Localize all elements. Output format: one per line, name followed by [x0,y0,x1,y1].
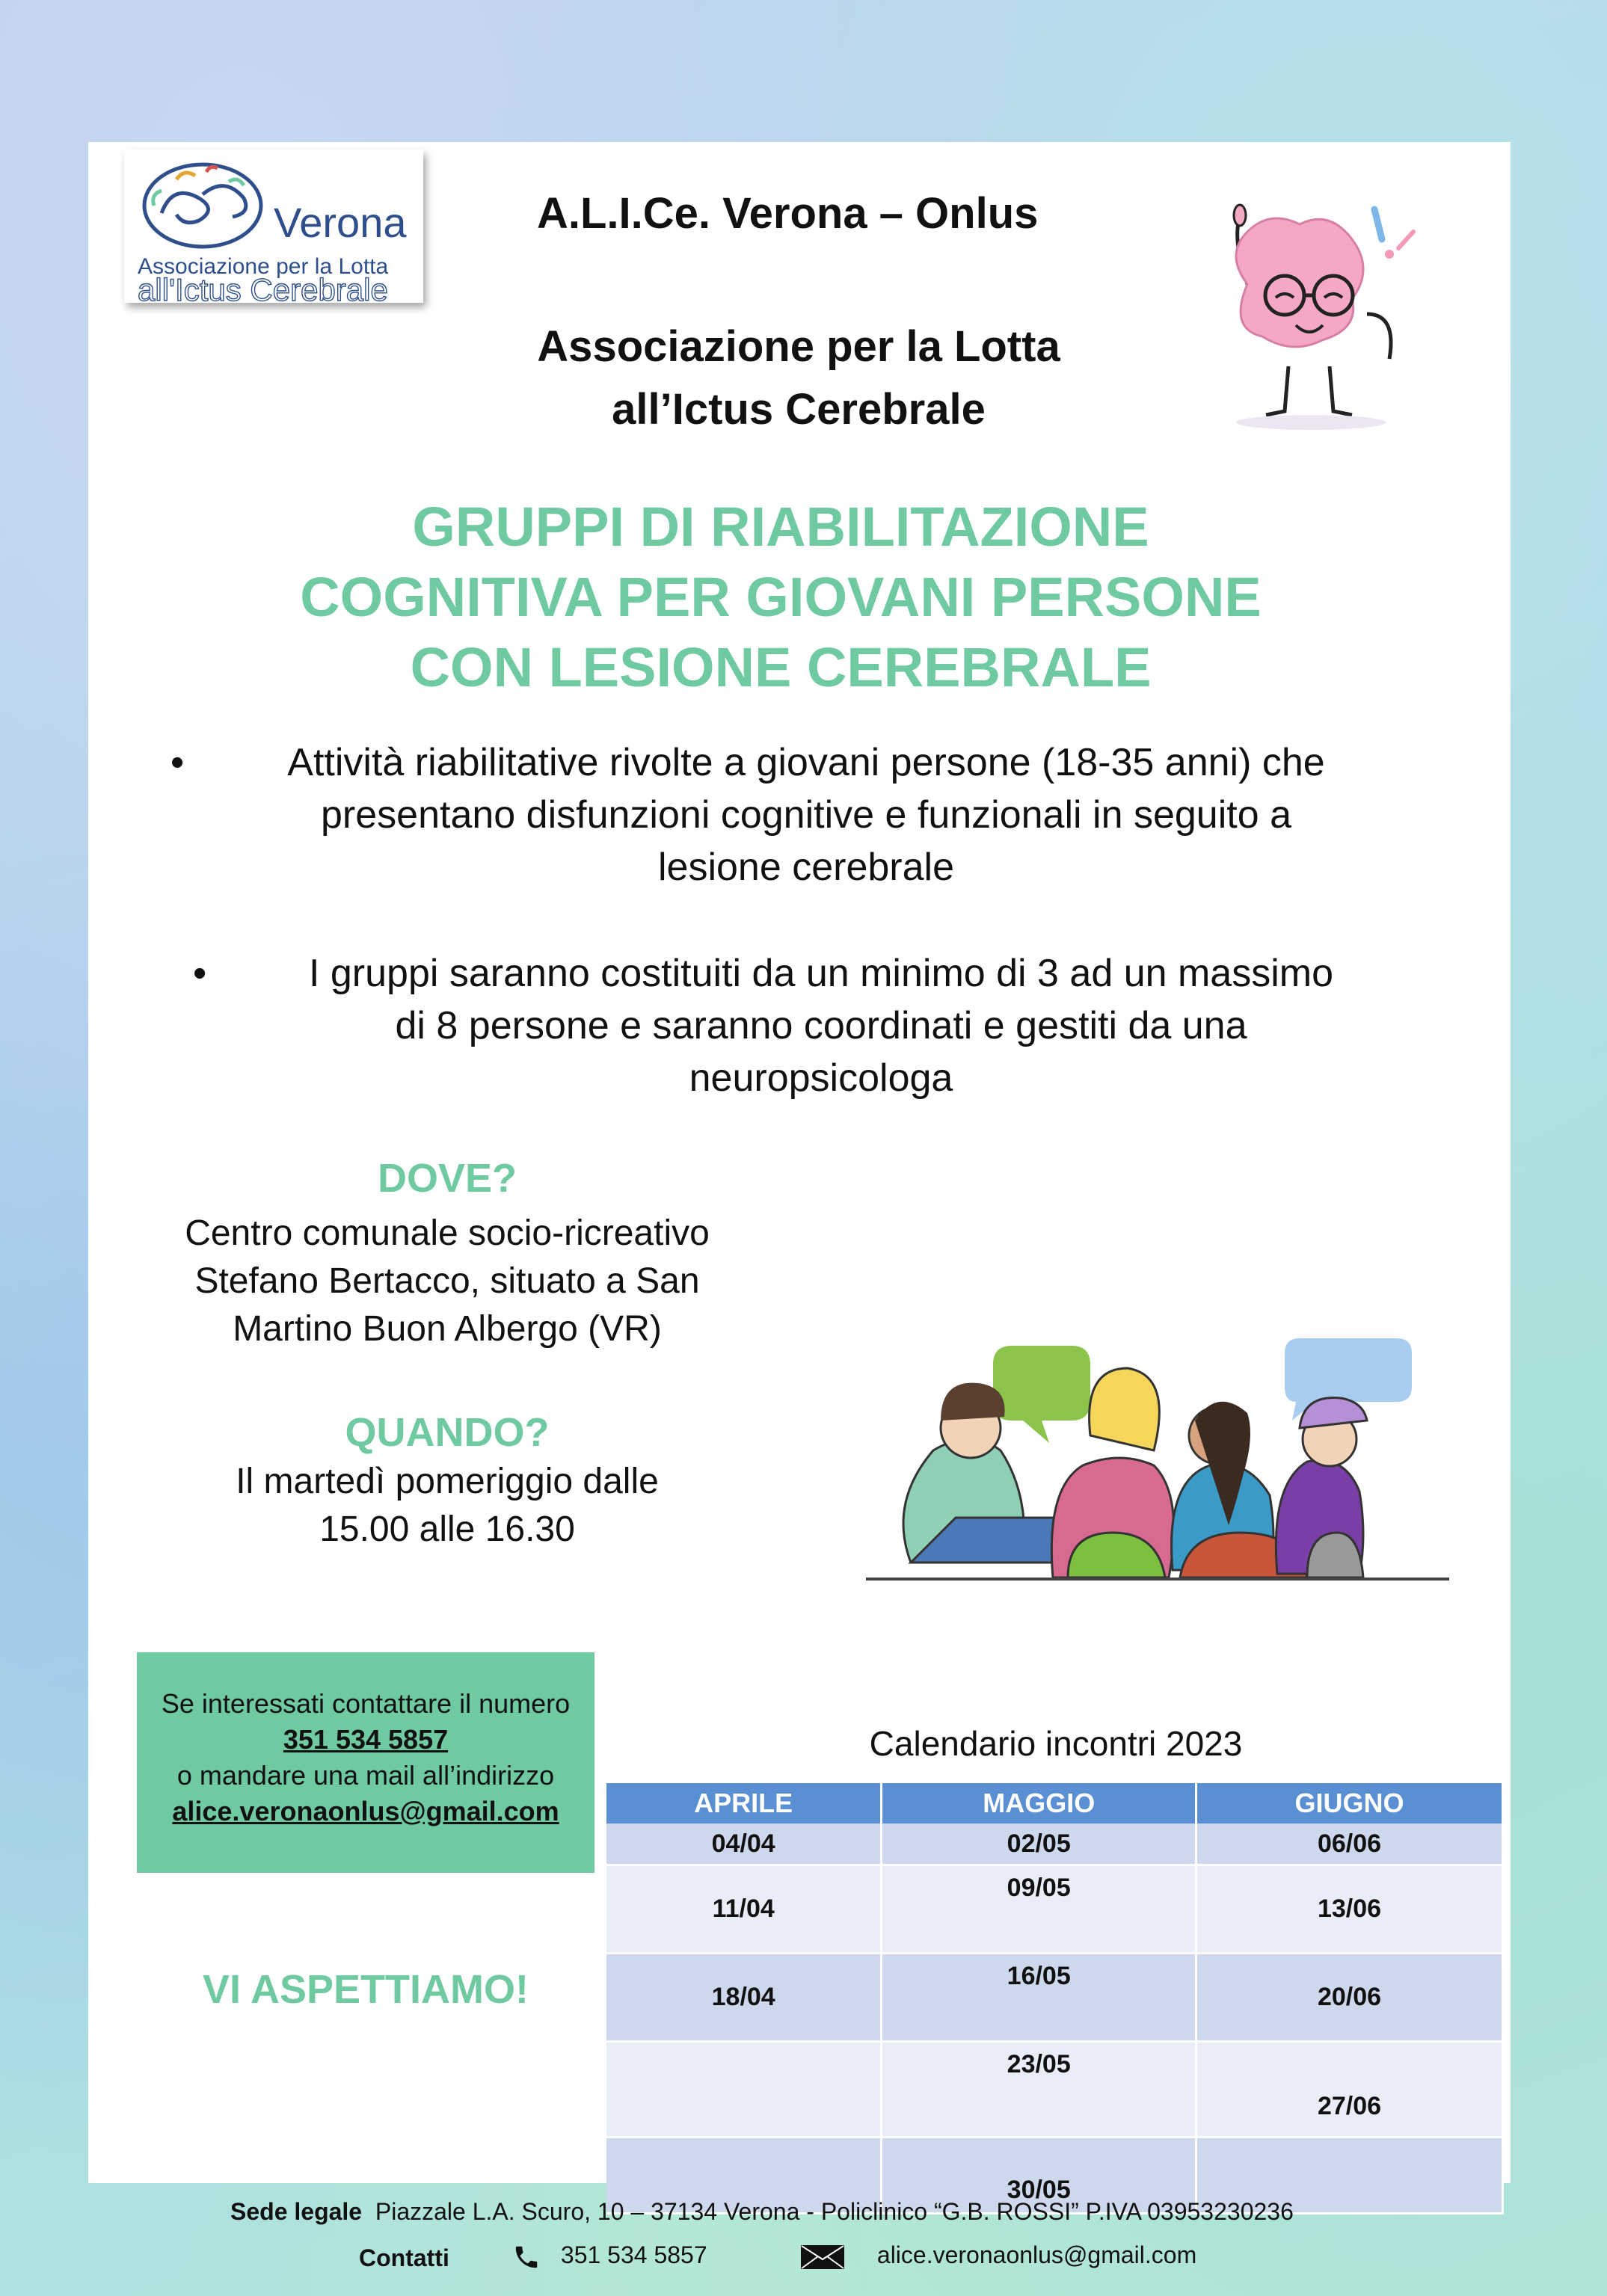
footer-contacts-label: Contatti [359,2244,449,2271]
calendar-cell: 11/04 [606,1865,882,1954]
contact-box [137,1652,594,1873]
contact-email-link[interactable]: alice.veronaonlus@gmail.com [172,1796,559,1826]
calendar-row [606,1954,1503,2042]
calendar-header-cell: MAGGIO [882,1783,1196,1823]
footer-sede-text: Piazzale L.A. Scuro, 10 – 37134 Verona - Policlinico “G.B. ROSSI” P.IVA 03953230236 [375,2198,1294,2225]
org-line-1: Associazione per la Lotta [537,322,1060,371]
calendar-cell: 18/04 [606,1954,882,2042]
contact-phone-link[interactable]: 351 534 5857 [283,1724,449,1755]
group-people-illustration [866,1196,1449,1615]
headline [88,492,1473,703]
calendar-cell: 27/06 [1196,2042,1503,2138]
contact-text-2: o mandare una mail all’indirizzo [176,1760,555,1791]
headline-line-3: CON LESIONE CEREBRALE [410,636,1152,698]
envelope-icon [800,2244,845,2270]
calendar-cell: 23/05 [882,2042,1196,2138]
calendar-cell: 30/05 [882,2138,1196,2214]
calendar-cell: 20/06 [1196,1954,1503,2042]
calendar-row [606,1823,1503,1865]
phone-icon [512,2243,541,2271]
brain-logo-icon [132,153,281,258]
footer-email-text[interactable]: alice.veronaonlus@gmail.com [876,2241,1197,2268]
footer-phone-text[interactable]: 351 534 5857 [560,2241,707,2268]
logo-word: Verona [274,199,407,246]
calendar-header-cell: APRILE [606,1783,882,1823]
calendar-cell: 04/04 [606,1823,882,1865]
bullet-dot-icon: • [170,741,185,784]
welcome-text: VI ASPETTIAMO! [202,1967,529,2012]
brain-mascot-icon [1202,194,1427,434]
org-line-2: all’Ictus Cerebrale [612,385,986,434]
calendar-cell: 06/06 [1196,1823,1503,1865]
flyer-page [88,142,1511,2204]
bullet-item: • I gruppi saranno costituiti da un minimo di 3 ad un massimo di 8 persone e saranno coordinati e gestiti da una neuropsicologa [193,947,1449,1104]
footer-email [800,2241,1196,2270]
calendar-header-row [606,1783,1503,1823]
calendar-row [606,2042,1503,2138]
org-title: A.L.I.Ce. Verona – Onlus [537,189,1039,238]
footer-sede-label: Sede legale [230,2198,363,2225]
where-text: Centro comunale socio-ricreativo Stefano Bertacco, situato a San Martino Buon Albergo (VR) [185,1213,710,1349]
alice-logo [124,150,423,307]
calendar-cell: 09/05 [882,1865,1196,1954]
calendar-row [606,1865,1503,1954]
when-text: Il martedì pomeriggio dalle 15.00 alle 16.30 [236,1462,659,1549]
where-title: DOVE? [377,1156,517,1201]
when-title: QUANDO? [345,1410,550,1455]
bullet-item: • Attività riabilitative rivolte a giovani persone (18-35 anni) che presentano disfunzioni cognitive e funzionali in seguito a lesione cerebrale [170,736,1442,893]
footer-phone [512,2241,707,2271]
calendar-cell: 16/05 [882,1954,1196,2042]
calendar-cell: 02/05 [882,1823,1196,1865]
calendar-table [606,1783,1504,2215]
logo-subtitle-2: all'Ictus Cerebrale [138,272,388,307]
calendar-title: Calendario incontri 2023 [869,1724,1243,1763]
contact-text-1: Se interessati contattare il numero [161,1688,571,1719]
headline-line-2: COGNITIVA PER GIOVANI PERSONE [300,566,1262,628]
logo-subtitle-1: Associazione per la Lotta [138,254,389,279]
calendar-header-cell: GIUGNO [1196,1783,1503,1823]
bullet-dot-icon: • [193,952,207,995]
calendar-cell [606,2042,882,2138]
footer-legal [230,2198,1294,2226]
headline-line-1: GRUPPI DI RIABILITAZIONE [412,496,1149,558]
calendar-cell: 13/06 [1196,1865,1503,1954]
